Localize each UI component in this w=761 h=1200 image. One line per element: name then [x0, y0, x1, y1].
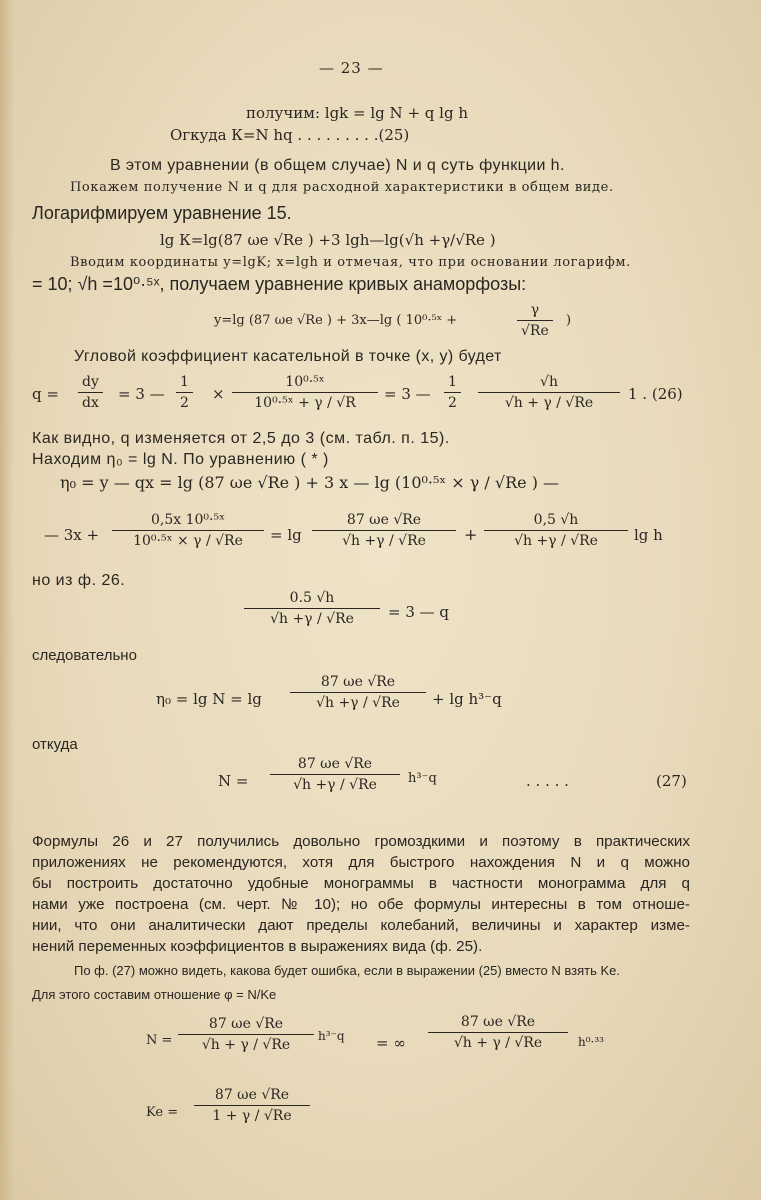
eqlong-n1: 0,5x 10⁰·⁵ˣ	[150, 512, 226, 528]
eq-ratio-pow-2: h⁰·³³	[578, 1035, 604, 1049]
eq-ratio-pow: h³⁻q	[318, 1029, 345, 1043]
eq-but-numerator: 0.5 √h	[289, 590, 335, 606]
eqlong-eqlg: = lg	[270, 526, 302, 544]
text-whence-line: откуда	[32, 736, 78, 753]
eq-ratio-denominator-2: √h + γ / √Re	[453, 1035, 543, 1051]
paragraph-line: приложениях не рекомендуются, хотя для быстрого нахождения N и q можно	[32, 854, 690, 871]
eq-ke-numerator: 87 ωe √Re	[214, 1087, 290, 1103]
equation-lg15: lg К=lg(87 ωe √Re ) +3 lgh—lg(√h +γ/√Re )	[160, 231, 496, 249]
text-byf27-line: По ф. (27) можно видеть, какова будет ошибка, если в выражении (25) вместо N взять Ke.	[74, 963, 620, 978]
eq26-one-b: 1	[448, 374, 457, 390]
eq-ratio-numerator: 87 ωe √Re	[208, 1016, 284, 1032]
text-butfrom-line: но из ф. 26.	[32, 572, 126, 589]
eq27-pow: h³⁻q	[408, 771, 437, 786]
text-slope-line: Угловой коэффициент касательной в точке (x, y) будет	[74, 348, 502, 365]
paragraph-line: Формулы 26 и 27 получились довольно громоздкими и поэтому в практических	[32, 833, 690, 850]
eq26-h-fraction	[478, 375, 620, 410]
eq-eta-final-rhs: + lg h³⁻q	[432, 690, 502, 708]
eq26-dy: dy	[82, 374, 99, 390]
eq-but-denominator: √h +γ / √Re	[270, 611, 354, 627]
eq26-h-numerator: √h	[540, 374, 558, 390]
eqlong-fraction-3	[484, 513, 628, 548]
text-ratio-line: Для этого составим отношение φ = N/Ke	[32, 987, 277, 1002]
eq26-half	[176, 375, 193, 410]
eq26-label: 1 . (26)	[628, 385, 683, 403]
eq-ke-fraction	[194, 1088, 310, 1123]
eqlong-minus3x: — 3x +	[44, 526, 100, 544]
text-therefore-line: следовательно	[32, 647, 137, 664]
eq26-h-denominator: √h + γ / √Re	[504, 395, 594, 411]
equation-anamorphosis: y=lg (87 ωe √Re ) + 3x—lg ( 10⁰·⁵ˣ +	[214, 313, 458, 328]
eq27-label: (27)	[656, 772, 687, 790]
paragraph-line: нами уже построена (см. черт. № 10); но обе формулы интересны в том отноше-	[32, 896, 690, 913]
eq-but-rhs: = 3 — q	[388, 603, 450, 621]
page-spine-shadow	[0, 0, 14, 1200]
eq-ratio-approx: = ∞	[376, 1034, 406, 1052]
eq26-two: 2	[180, 395, 189, 411]
eq26-dydx	[78, 375, 103, 410]
eq-ratio-lhs: N =	[146, 1033, 173, 1048]
equation-25: Огкуда К=N hq . . . . . . . . .(25)	[170, 126, 410, 144]
eqlong-d1: 10⁰·⁵ˣ × γ / √Re	[133, 533, 243, 549]
text-coords-line: Вводим координаты y=lgK; x=lgh и отмечая, что при основании логарифм.	[70, 255, 631, 270]
eq26-eq3b: = 3 —	[384, 385, 431, 403]
eq26-half-b	[444, 375, 461, 410]
eq27-numerator: 87 ωe √Re	[297, 756, 373, 772]
eq-ratio-fraction-1	[178, 1017, 314, 1052]
eqlong-n3: 0,5 √h	[533, 512, 579, 528]
page-number: — 23 —	[319, 59, 384, 77]
text-functions-line: В этом уравнении (в общем случае) N и q суть функции h.	[110, 157, 565, 174]
eq26-dx: dx	[82, 395, 99, 411]
eqlong-fraction-1	[112, 513, 264, 548]
paragraph-line: нии, что они аналитически дают пределы колебаний, величины и характер изме-	[32, 917, 690, 934]
eq-ke-lhs: Ke =	[146, 1105, 179, 1120]
eq26-big-fraction	[232, 375, 378, 410]
eqlong-plus: +	[464, 525, 478, 544]
eq26-eq3: = 3 —	[118, 385, 165, 403]
eq26-two-b: 2	[448, 395, 457, 411]
eq-eta-final-denominator: √h +γ / √Re	[316, 695, 400, 711]
text-find-line: Находим η₀ = lg N. По уравнению ( * )	[32, 451, 329, 468]
equation-eta0: η₀ = y — qx = lg (87 ωe √Re ) + 3 x — lg (10⁰·⁵ˣ × γ / √Re ) —	[60, 473, 560, 492]
eq27-fraction	[270, 757, 400, 792]
text-show-line: Покажем получение N и q для расходной характеристики в общем виде.	[70, 180, 614, 195]
text-asseen-line: Как видно, q изменяется от 2,5 до 3 (см. табл. п. 15).	[32, 430, 450, 447]
text-log-line: Логарифмируем уравнение 15.	[32, 203, 292, 223]
eq-ratio-numerator-2: 87 ωe √Re	[460, 1014, 536, 1030]
eq26-q: q =	[32, 385, 59, 403]
eq-ke-denominator: 1 + γ / √Re	[212, 1108, 292, 1124]
eq-eta-final-lhs: η₀ = lg N = lg	[156, 690, 262, 708]
anamorphosis-fraction	[517, 303, 553, 338]
eq-eta-final-fraction	[290, 675, 426, 710]
equation-obtain: получим: lgk = lg N + q lg h	[246, 104, 468, 122]
eq26-times: ×	[212, 385, 225, 403]
paragraph-line: бы построить достаточно удобные монограммы в частности монограмма для q	[32, 875, 690, 892]
eq-ratio-fraction-2	[428, 1015, 568, 1050]
eqlong-lgh: lg h	[634, 526, 663, 544]
eq27-lhs: N =	[218, 772, 249, 790]
anamorphosis-fraction-numerator: γ	[530, 302, 540, 318]
eqlong-d3: √h +γ / √Re	[514, 533, 598, 549]
eq26-big-denominator: 10⁰·⁵ˣ + γ / √R	[254, 395, 356, 411]
paragraph-formulas	[32, 831, 690, 957]
eq26-one: 1	[180, 374, 189, 390]
eqlong-d2: √h +γ / √Re	[342, 533, 426, 549]
anamorphosis-fraction-denominator: √Re	[521, 323, 549, 339]
paragraph-line: нений переменных коэффициентов в выражениях вида (ф. 25).	[32, 938, 483, 955]
eq-eta-final-numerator: 87 ωe √Re	[320, 674, 396, 690]
eqlong-fraction-2	[312, 513, 456, 548]
eq-but-fraction	[244, 591, 380, 626]
eq27-dots: . . . . .	[526, 772, 569, 790]
eq26-big-numerator: 10⁰·⁵ˣ	[285, 374, 325, 390]
eqlong-n2: 87 ωe √Re	[346, 512, 422, 528]
text-ten-line: = 10; √h =10⁰·⁵ˣ, получаем уравнение кривых анаморфозы:	[32, 274, 527, 294]
equation-anamorphosis-close: )	[566, 313, 572, 328]
eq27-denominator: √h +γ / √Re	[293, 777, 377, 793]
eq-ratio-denominator: √h + γ / √Re	[201, 1037, 291, 1053]
